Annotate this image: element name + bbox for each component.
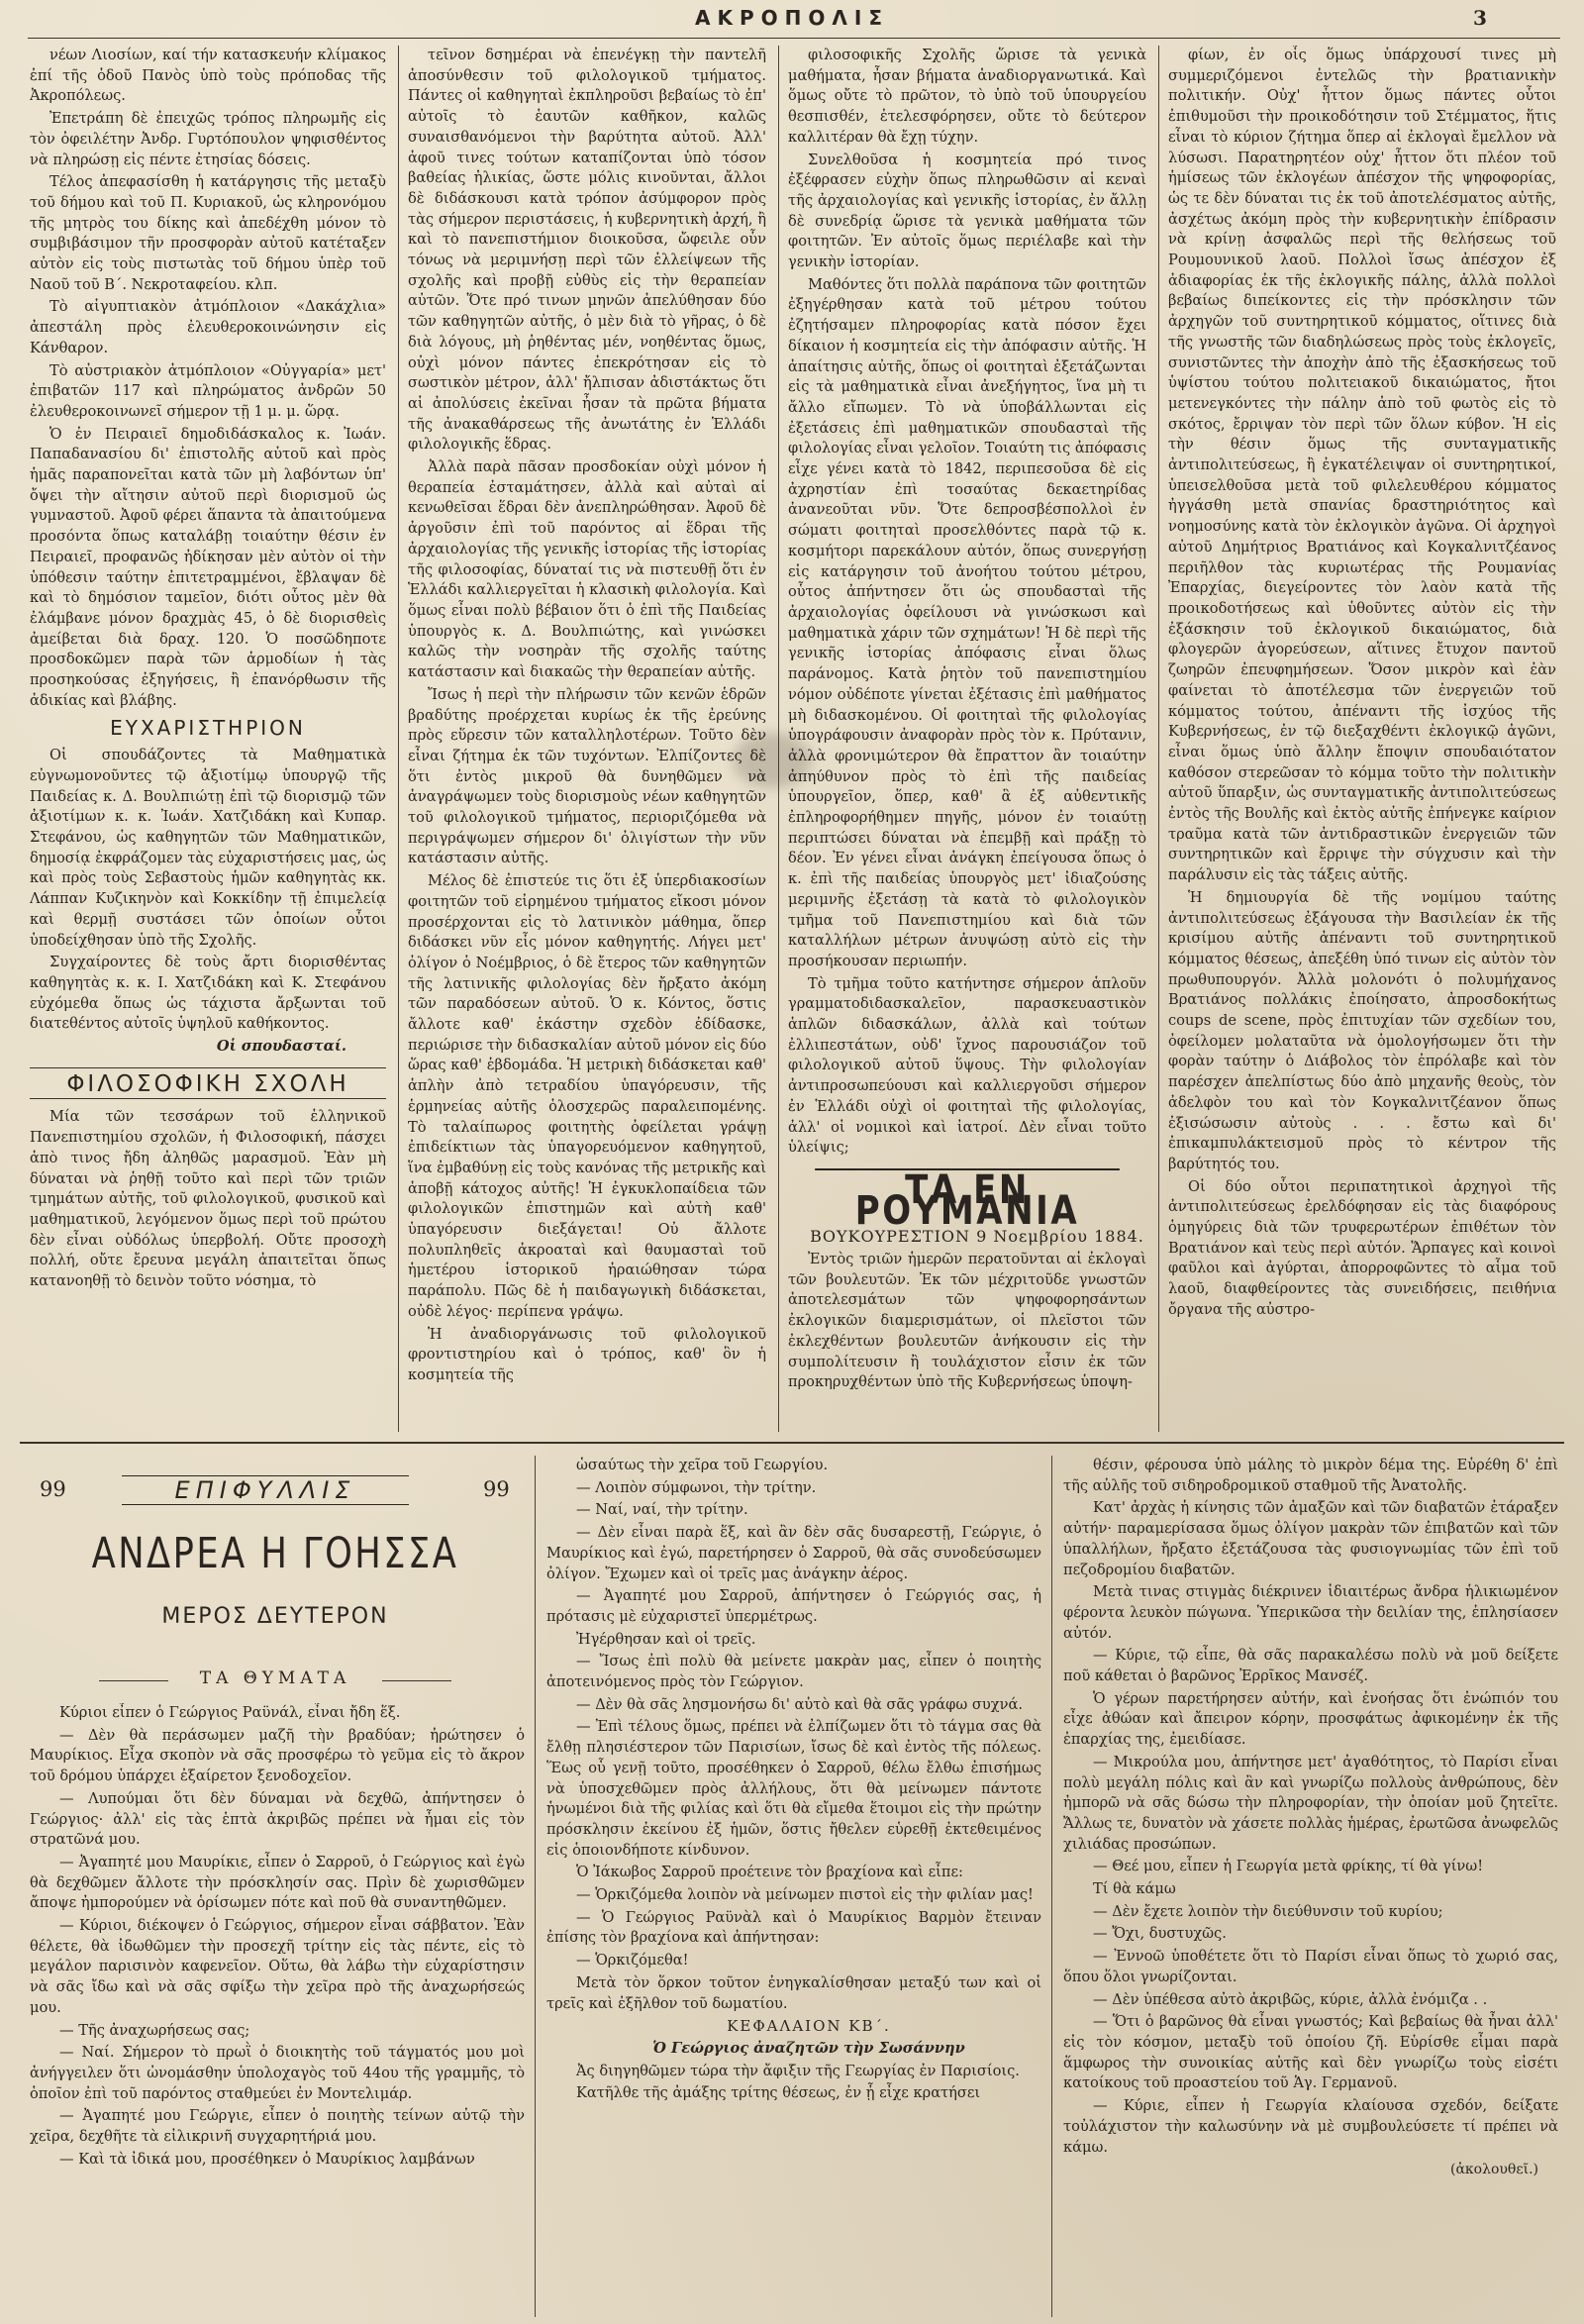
column-rule [1051, 1456, 1052, 2317]
newspaper-title: ΑΚΡΟΠΟΛΙΣ [695, 6, 889, 30]
feuilleton-divider [20, 1442, 1564, 1444]
romania-paragraph: Οἱ δύο οὗτοι περιπατητικοὶ ἀρχηγοὶ τῆς ἀντιπολιτεύσεως ἐρελδόφησαν εἰς τὰς διαφόρους ὁμηγύρεις διὰ τῶν τρυφερωτέρων ἐπιθέτων τὸν Βρατιάνον καὶ τεὺς περὶ αὐτόν. Ἅρπαγες καὶ κοινοὶ φαῦλοι καὶ ἀγύρται, ἀπορροφῶντες τὸ αἷμα τοῦ λαοῦ, διαφθείροντες τὰς συνειδήσεις, πειθήνια ὄργανα τῆς αὐστρο- [1168, 1177, 1556, 1318]
dialog-line: — Ὁ Γεώργιος Ραϋνὰλ καὶ ὁ Μαυρίκιος Βαρμὸν ἔτειναν ἐπίσης τὸν βραχίονα καὶ ἀπήντησαν: [546, 1908, 1041, 1947]
top-column-3 [788, 46, 1146, 1432]
dialog-line: — Δὲν θὰ σᾶς λησμονήσω δι' αὐτὸ καὶ θὰ σᾶς γράφω συχνά. [576, 1695, 1023, 1713]
dialog-line: — Ἀγαπητέ μου Μαυρίκιε, εἶπεν ὁ Σαρροῦ, ὁ Γεώργιος καὶ ἐγὼ θὰ δεχθῶμεν ἄλλοτε τὴν πρόσκλησίν σας. Πρὶν δὲ χωρισθῶμεν ἄποψε ἠμπορούμεν νὰ ὁρίσωμεν πότε καὶ ποῦ θὰ συναντηθῶμεν. [30, 1853, 525, 1912]
dialog-line: — Ἐπὶ τέλους ὅμως, πρέπει νὰ ἐλπίζωμεν ὅτι τὸ τάγμα σας θὰ ἔλθῃ πλησιέστερον τῶν Παρισίων, ἴσως δὲ καὶ ἐντὸς τῆς πόλεως. Ἕως οὗ γενῇ τοῦτο, προσέθηκεν ὁ Σαρροῦ, θέλω ἔλθω ἐπισήμως νὰ ὑποσχεθῶμεν πρὸς ἀλλήλους, ὅτι θὰ μείνωμεν πάντοτε ἡνωμένοι διὰ τῆς φιλίας καὶ ὅτι θὰ εἴμεθα ἕτοιμοι εἰς τὴν πρώτην πρόσκλησιν ἐκείνου ἐξ ἡμῶν, ὅστις ἤθελεν εὑρεθῇ ἐκτεθειμένος εἰς ὁποιονδήποτε κίνδυνον. [546, 1718, 1041, 1859]
dialog-line: Κατῆλθε τῆς ἀμάξης τρίτης θέσεως, ἐν ᾗ εἶχε κρατήσει [576, 2084, 981, 2102]
dialog-line: — Ἐννοῶ ὑποθέτετε ὅτι τὸ Παρίσι εἶναι ὅπως τὸ χωριό σας, ὅπου ὅλοι γνωρίζονται. [1063, 1948, 1558, 1985]
dialog-line: Μετὰ τὸν ὅρκον τοῦτον ἐνηγκαλίσθησαν μεταξύ των καὶ οἱ τρεῖς καὶ ἐξῆλθον τοῦ δωματίου. [546, 1973, 1041, 2012]
feuilleton-number-right: 99 [483, 1477, 510, 1501]
philosophy-paragraph: Μία τῶν τεσσάρων τοῦ ἑλληνικοῦ Πανεπιστημίου σχολῶν, ἡ Φιλοσοφική, πάσχει ἀπὸ τινος ἤδη ἀληθῶς μαρασμοῦ. Ἐὰν μὴ δύναται νὰ ῥηθῇ τοῦτο καὶ περὶ τῶν τριῶν τμημάτων αὐτῆς, τοῦ φιλολογικοῦ, φυσικοῦ καὶ μαθηματικοῦ, λεγόμενον ὅμως περὶ τοῦ πρώτου δὲν εἶναι οὐδόλως ὑπερβολή. Οὔτε προσοχὴ πολλή, οὔτε ἔρευνα μεγάλη ἀπαιτεῖται ὅπως κατανοηθῇ τὸ δεινὸν τοῦτο νόσημα, τὸ [30, 1108, 386, 1290]
feuilleton-column-1 [30, 1703, 525, 2317]
dialog-line: Ὁ γέρων παρετήρησεν αὐτήν, καὶ ἐνοήσας ὅτι ἐνώπιόν του εἶχε ἀθώαν καὶ ἄπειρον κόρην, προσφάτως ἀφικομένην ἐκ τῆς ἐπαρχίας της, ἐμειδίασε. [1063, 1689, 1558, 1749]
chapter-heading: ΚΕΦΑΛΑΙΟΝ ΚΒ΄. [727, 2017, 891, 2036]
dialog-line: — Ναί. Σήμερον τὸ πρωῒ ὁ διοικητὴς τοῦ τάγματός μου μοὶ ἀνήγγειλεν ὅτι ὠνομάσθην ὑπολοχαγὸς τοῦ 44ου τῆς γραμμῆς, τὸ ὁποῖον ἐπὶ τοῦ παρόντος σταθμεύει ἐν Μοντελιμάρ. [30, 2044, 525, 2102]
feuilleton-title: ΕΠΙΦΥΛΛΙΣ [122, 1475, 409, 1505]
subtitle-rule [382, 1680, 451, 1681]
novel-subtitle: ΤΑ ΘΥΜΑΤΑ [199, 1668, 351, 1688]
news-item: Τὸ αὐστριακὸν ἀτμόπλοιον «Οὐγγαρία» μετ' ἐπιβατῶν 117 καὶ πληρώματος ἀνδρῶν 50 ἐλευθεροκοινωνεῖ σήμερον τῇ 1 μ. μ. ὥρᾳ. [30, 361, 386, 420]
dialog-line: — Ὅτι ὁ βαρῶνος θὰ εἶναι γνωστός; Καὶ βεβαίως θὰ ἦναι ἀλλ' εἰς τὸν κόσμον, μεταξὺ τοῦ ὁποίου ζῆ. Εὑρίσθε εἶμαι παρὰ ἅμφωρος τὴν συνοικίας αὐτῆς καὶ δὲν γνωρίζω τοὺς εἰσέτι κατοίκους τοῦ προαστείου τοῦ Ἁγ. Γερμανοῦ. [1063, 2013, 1558, 2092]
dialog-line: — Κύριε, τῷ εἶπε, θὰ σᾶς παρακαλέσω πολὺ νὰ μοῦ δείξετε ποῦ κάθεται ὁ βαρῶνος Ἐρρῖκος Μανσέζ. [1063, 1647, 1558, 1685]
header-rule [28, 38, 1560, 39]
dialog-line: — Ὁρκιζόμεθα λοιπὸν νὰ μείνωμεν πιστοὶ εἰς τὴν φιλίαν μας! [576, 1886, 1034, 1904]
philosophy-paragraph: Ἀλλὰ παρὰ πᾶσαν προσδοκίαν οὐχὶ μόνον ἡ θεραπεία ἐσταμάτησεν, ἀλλὰ καὶ αὐταὶ αἱ κενωθεῖσαι ἕδραι δὲν ἀνεπληρώθησαν. Ἀφοῦ δὲ ἀργοῦσιν ἐπὶ τοῦ παρόντος αἱ ἕδραι τῆς ἀρχαιολογίας τῆς γενικῆς ἱστορίας τῆς ἱστορίας τῆς φιλοσοφίας, δύναταί τις νὰ πιστευθῇ ὅτι ἐν Ἑλλάδι καλλιεργεῖται ἡ κλασικὴ φιλολογία. Καὶ ὅμως εἶναι πολὺ βέβαιον ὅτι ὁ ἐπὶ τῆς Παιδείας ὑπουργὸς κ. Δ. Βουλπιώτης, καὶ γινώσκει καλῶς τὴν νοσηρὰν τῆς σχολῆς ταύτης κατάστασιν καὶ διακαῶς τὴν θεραπείαν αὐτῆς. [408, 458, 766, 681]
top-column-2 [408, 46, 766, 1432]
dialog-line: — Τῆς ἀναχωρήσεως σας; [59, 2021, 250, 2039]
news-item: Ὁ ἐν Πειραιεῖ δημοδιδάσκαλος κ. Ἰωάν. Παπαδανασίου δι' ἐπιστολῆς αὐτοῦ καὶ πρὸς ἡμᾶς παραπονεῖται κατὰ τῶν μὴ λαβόντων ὑπ' ὄψει τὴν αἴτησιν αὐτοῦ περὶ διορισμοῦ ὡς γυμναστοῦ. Ἀφοῦ φέρει ἅπαντα τὰ ἀπαιτούμενα προσόντα ὅπως καταλάβῃ τοιαύτην θέσιν ἐν Πειραιεῖ, προφανῶς ἠδίκησαν μὲν αὐτὸν οἱ τὴν ὑπόθεσιν ταύτην ἐπιτετραμμένοι, ἔβλαψαν δὲ καὶ τὸ δημόσιον ταμεῖον, διότι οὗτος μὲν θὰ ἐλάμβανε μόνον δραχμὰς 45, ὁ δὲ διορισθεὶς ἀμείβεται διὰ δραχ. 120. Ὁ ποσῶδηποτε προσδοκῶμεν παρὰ τῶν ἁρμοδίων ἡ τὰς προσηκούσας ἐξηγήσεις, ἢ ἐπανόρθωσιν τῆς ἀδικίας καὶ βλάβης. [30, 425, 386, 709]
philosophy-paragraph: Ἡ ἀναδιοργάνωσις τοῦ φιλολογικοῦ φροντιστηρίου καὶ ὁ τρόπος, καθ' ὃν ἡ κοσμητεία τῆς [408, 1325, 766, 1383]
dialog-line: — Κύριε, εἶπεν ἡ Γεωργία κλαίουσα σχεδόν, δείξατε τοὐλάχιστον τὴν καλωσύνην νὰ μὲ συμβουλεύσετε τί πρέπει νὰ κάμω. [1063, 2097, 1558, 2156]
column-rule [535, 1456, 536, 2317]
philosophy-paragraph: φιλοσοφικῆς Σχολῆς ὥρισε τὰ γενικὰ μαθήματα, ἦσαν βήματα ἀναδιοργανωτικά. Καὶ ὅμως οὔτε τὸ πρῶτον, τὸ ὑπὸ τοῦ ὑπουργείου θεσπισθέν, ἐτελεσφόρησεν, οὔτε τὸ δεύτερον καλλιτέραν θὰ ἔχῃ τύχην. [788, 47, 1146, 146]
feuilleton-column-2 [546, 1456, 1041, 2317]
romania-paragraph: φίων, ἐν οἷς ὅμως ὑπάρχουσί τινες μὴ συμμεριζόμενοι ἐντελῶς τὴν βρατιανικὴν πολιτικήν. Οὐχ' ἧττον ὅμως πάντες οὗτοι ἐπιθυμοῦσι τὴν προικοδότησιν τοῦ Στέμματος, ἥτις εἶναι τὸ κύριον ζήτημα ὅπερ αἱ ἐκλογαὶ ἔμελλον νὰ λύσωσι. Παρατηρητέον οὐχ' ἧττον ὅτι πλέον τοῦ ἡμίσεως τῶν ἐκλογέων ἀπέσχον τῆς ψηφοφορίας, ὡς τε δὲν δύναται τις ἐκ τοῦ ἀποτελέσματος αὐτῆς, ἀσχέτως ἀκόμη πρὸς τὴν κυβερνητικὴν ἐπίδρασιν νὰ κρίνῃ ἀσφαλῶς περὶ τῆς θελήσεως τοῦ Ρουμουνικοῦ λαοῦ. Πολλοὶ ἴσως ἀπέσχον ἐξ ἀδιαφορίας ἐκ τῆς ἐκλογικῆς πάλης, ἀλλὰ πολλοὶ βεβαίως διπείκοντες εἰς τὴν πρόσκλησιν τῶν ἀρχηγῶν τοῦ συντηρητικοῦ κόμματος, οἵτινες διὰ τῆς γνωστῆς τῶν διαδηλώσεως πρὸς τοὺς ἐκλογεῖς, συνιστῶντες τὴν ἀποχὴν ἀπὸ τῆς ἐξασκήσεως τοῦ ὑψίστου τούτου πολιτειακοῦ δικαιώματος, ἤτοι μετενεγκόντες τὴν πάλην ἀπὸ τοῦ φωτὸς εἰς τὸ σκότος, ἔρριψαν τὸν περὶ τῶν ὅλων κύβον. Ἡ εἰς τὴν θέσιν ὅμως τῆς συνταγματικῆς ἀντιπολιτεύσεως, ἢ ἐγκατέλειψαν οἱ συντηρητικοί, ὑπεισελθοῦσα μετὰ τοῦ φιλελευθέρου κόμματος ἠγγάσθη μετὰ σπανίας δραστηριότητος καὶ νοημοσύνης κατὰ τὸν ἐκλογικὸν ἀγῶνα. Οἱ ἀρχηγοὶ αὐτοῦ Δημήτριος Βρατιάνος καὶ Κογκαλνιτζέανος περιῆλθον τὰς κυριωτέρας τῆς Ρουμανίας Ἐπαρχίας, διεγείροντες τὸν λαὸν κατὰ τῆς προικοδοτήσεως καὶ ὑθοῦντες αὐτὸν εἰς τὴν ἐξάσκησιν τοῦ ἐκλογικοῦ δικαιώματος, διὰ φλογερῶν ἀγορεύσεων, αἵτινες ἔτυχον παντοῦ ζωηρῶν ἐπευφημήσεων. Ὅσον μικρὸν καὶ ἐὰν φαίνεται τὸ ἀποτέλεσμα τῶν ἐνεργειῶν τοῦ κόμματος τούτου, ἀπέναντι τῆς ἰσχύος τῆς Κυβερνήσεως, ἐν τῷ διεξαχθέντι ἐκλογικῷ ἀγῶνι, εἶναι ὅμως ὑπὸ ἄλλην ἔποψιν σπουδαιότατον καθόσον στερεῶσαν τὸ κόμμα τοῦτο τὴν πολιτικὴν αὐτοῦ ὕπαρξιν, ὡς συνταγματικῆς ἀντιπολιτεύσεως ἐντὸς τῆς Βουλῆς καὶ ἐκτὸς αὐτῆς ἐπήνεγκε καίριον τραῦμα κατὰ τῶν ἀντιδραστικῶν ἐνεργειῶν τῶν συντηρητικῶν καὶ ἔρριψε τὴν σύγχυσιν καὶ τὴν παράλυσιν εἰς τὰς τάξεις αὐτῆς. [1168, 47, 1556, 884]
dialog-line: — Καὶ τὰ ἰδικά μου, προσέθηκεν ὁ Μαυρίκιος λαμβάνων [59, 2150, 475, 2168]
philosophy-paragraph: Μαθόντες ὅτι πολλὰ παράπονα τῶν φοιτητῶν ἐξηγέρθησαν κατὰ τοῦ μέτρου τούτου ἐζητήσαμεν πληροφορίας κατὰ πόσον ἔχει δίκαιον ἡ κοσμητεία εἰς τὴν ἀπόφασιν αὐτῆς. Ἡ ἀπαίτησις αὐτῆς, ὅπως οἱ φοιτηταὶ ἐξετάζωνται εἰς τὰ μαθηματικὰ εἶναι ἀνεξήγητος, ἵνα μὴ τι ἄλλο εἴπωμεν. Τὸ νὰ ὑποβάλλωνται εἰς ἐξετάσεις ἐπὶ μαθηματικῶν σπουδασταὶ τῆς φιλολογίας εἶναι γελοῖον. Τοιαύτη τις ἀπόφασις εἶχε γένει κατὰ τὸ 1842, περιπεσοῦσα δὲ εἰς ἀχρηστίαν ἐπὶ τοσαύτας δεκαετηρίδας ἀνανεοῦται νῦν. Ὅτε δεπροσβέσπολλοὶ ἐν σώματι φοιτηταὶ προσελθόντες παρὰ τῷ κ. κοσμήτορι παρεκάλουν αὐτόν, ὅπως συνεργήσῃ εἰς κατάργησιν τοῦ ἀνοήτου τούτου μέτρου, οὗτος ἀπήντησεν ὅτι ὡς σπουδασταὶ τῆς ἀρχαιολογίας ὀφείλουσι νὰ γινώσκωσι καὶ μαθηματικὰ χάριν τῶν σχημάτων! Ἡ δὲ περὶ τῆς γενικῆς ἱστορίας ἀπόφασις εἶναι ὅλως παράνομος. Κατὰ ῥητὸν τοῦ πανεπιστημίου νόμον οὐδέποτε γίνεται ἐξέτασις ἐπὶ μαθήματος μὴ διδασκομένου. Οἱ φοιτηταὶ τῆς φιλολογίας ὑπογράφουσιν ἀναφορὰν πρὸς τὸν κ. Πρύτανιν, ἀλλὰ φρονιμώτερον θὰ ἔπραττον ἂν τοιαύτην ἀπηύθυνον πρὸς τὸ ἐπὶ τῆς παιδείας ὑπουργεῖον, ὅπερ, καθ' ἃ ἐξ αὐθεντικῆς ἐπληροφορήθημεν πηγῆς, μόνον ἐν τοιαύτῃ περιπτώσει δύναται νὰ ἐπεμβῇ καὶ πράξῃ τὸ δέον. Ἐν γένει εἶναι ἀνάγκη ἐπείγουσα ὅπως ὁ κ. ἐπὶ τῆς παιδείας ὑπουργὸς μετ' ἰδιαζούσης μεριμνῆς ἐξετάσῃ τὰ κατὰ τὸ φιλολογικὸν τμῆμα τοῦ Πανεπιστημίου καὶ διὰ τῶν καταλλήλων μέτρων ἀνυψώσῃ αὐτὸ εἰς τὴν προσήκουσαν περιωπήν. [788, 275, 1146, 969]
dialog-line: Κατ' ἀρχὰς ἡ κίνησις τῶν ἁμαξῶν καὶ τῶν διαβατῶν ἐτάραξεν αὐτήν· παραμερίσασα ὅμως ὀλίγον μακρὰν τῶν ἐπιβατῶν καὶ τῶν ὑπαλλήλων, ἤρξατο ἐξετάζουσα τὰς φυσιογνωμίας τῶν ἐπὶ τοῦ πεζοδρομίου διαβατῶν. [1063, 1499, 1558, 1578]
dialog-line: — Μικρούλα μου, ἀπήντησε μετ' ἀγαθότητος, τὸ Παρίσι εἶναι πολὺ μεγάλη πόλις καὶ ἂν καὶ γνωρίζω πολλοὺς ἀνθρώπους, δὲν ἠμπορῶ νὰ σᾶς δώσω τὴν πληροφορίαν, τὴν ὁποίαν μοῦ ζητεῖτε. Ἄλλως τε, δυνατὸν νὰ χάσετε πολλὰς ἡμέρας, ἐρωτῶσα ἀνωφελῶς χιλιάδας προσώπων. [1063, 1753, 1558, 1853]
dialog-line: — Ἀγαπητέ μου Σαρροῦ, ἀπήντησεν ὁ Γεώργιός σας, ἡ πρότασις μὲ εὐχαριστεῖ ὑπερμέτρως. [546, 1587, 1041, 1625]
dialog-line: ὡσαύτως τὴν χεῖρα τοῦ Γεωργίου. [576, 1457, 829, 1473]
thanks-heading: ΕΥΧΑΡΙΣΤΗΡΙΟΝ [110, 715, 306, 740]
romania-dateline: ΒΟΥΚΟΥΡΕΣΤΙΟΝ 9 Νοεμβρίου 1884. [810, 1227, 1144, 1247]
dialog-line: — Ὄχι, δυστυχῶς. [1093, 1925, 1227, 1943]
top-column-4 [1168, 46, 1556, 1432]
thanks-paragraph: Οἱ σπουδάζοντες τὰ Μαθηματικὰ εὐγνωμονοῦντες τῷ ἀξιοτίμῳ ὑπουργῷ τῆς Παιδείας κ. Δ. Βουλπιώτῃ ἐπὶ τῷ διορισμῷ τῶν ἀξιοτίμων κ. κ. Ἰωάν. Χατζιδάκη καὶ Κυπαρ. Στεφάνου, ὡς καθηγητῶν τῶν Μαθηματικῶν, δημοσίᾳ ἐκφράζομεν τὰς εὐχαριστήσεις μας, ὡς καὶ πρὸς τοὺς Σεβαστοὺς ἡμῶν καθηγητὰς κκ. Λάππαν Κυζικηνὸν καὶ Κοκκίδην τῇ ἐπιμελείᾳ καὶ θερμῇ συστάσει τῶν ὁποίων οὗτοι ὑποδείχθησαν ὑπὸ τῆς Σχολῆς. [30, 747, 386, 949]
dialog-line: — Ἀγαπητέ μου Γεώργιε, εἶπεν ὁ ποιητὴς τείνων αὐτῷ τὴν χεῖρα, δεχθῆτε τὰ εἰλικρινῆ συγχαρητήριά μου. [30, 2107, 525, 2146]
article-paragraph: Τέλος ἀπεφασίσθη ἡ κατάργησις τῆς μεταξὺ τοῦ δήμου καὶ τοῦ Π. Κυριακοῦ, ὡς κληρονόμου τῆς μητρὸς του δίκης καὶ ἀπεδέχθη μόνον τὸ συμβιβάσιμον τῆν προσφορὰν αὐτοῦ κατέταξεν αὐτὸν εἰς τοὺς πιστωτὰς τοῦ δήμου ὑπὲρ τοῦ Ναοῦ τοῦ Β΄. Νεκροταφείου. κλπ. [30, 173, 386, 293]
running-head [0, 4, 1584, 34]
chapter-title: Ὁ Γεώργιος ἀναζητῶν τὴν Σωσάννην [652, 2039, 965, 2057]
dialog-line: — Ὁρκιζόμεθα! [576, 1952, 689, 1970]
column-rule [398, 46, 399, 1432]
dialog-line: — Λοιπὸν σύμφωνοι, τὴν τρίτην. [576, 1478, 817, 1496]
novel-part: ΜΕΡΟΣ ΔΕΥΤΕΡΟΝ [161, 1604, 389, 1629]
dialog-line: θέσιν, φέρουσα ὑπὸ μάλης τὸ μικρὸν δέμα της. Εὑρέθη δ' ἐπὶ τῆς αὐλῆς τοῦ σιδηροδρομικοῦ σταθμοῦ τῆς Ἀνατολῆς. [1063, 1457, 1558, 1494]
ink-stain [733, 733, 812, 788]
dialog-line: Ἀς διηγηθῶμεν τώρα τὴν ἄφιξιν τῆς Γεωργίας ἐν Παρισίοις. [576, 2062, 1020, 2079]
feuilleton-column-3 [1063, 1456, 1558, 2317]
thanks-paragraph: Συγχαίροντες δὲ τοὺς ἄρτι διορισθέντας καθηγητὰς κ. κ. Ι. Χατζιδάκη καὶ Κ. Στεφάνου εὐχόμεθα ὅπως ὡς τάχιστα ἄρξωνται τοῦ διατεθέντος αὐτοῖς ὑψηλοῦ καθήκοντος. [30, 954, 386, 1033]
dialog-line: — Δὲν ὑπέθεσα αὐτὸ ἀκριβῶς, κύριε, ἀλλὰ ἐνόμιζα . . [1093, 1990, 1488, 2008]
romania-paragraph: Ἐντὸς τριῶν ἡμερῶν περατοῦνται αἱ ἐκλογαὶ τῶν βουλευτῶν. Ἐκ τῶν μέχριτοῦδε γνωστῶν ἀποτελεσμάτων τῶν ψηφοφορησάντων ἐκλογικῶν διαμερισμάτων, οἱ πλεῖστοι τῶν ἐκλεχθέντων βουλευτῶν ἀνήκουσιν εἰς τὴν συμπολίτευσιν ἢ τουλάχιστον εἶσιν ἐκ τῶν προκηρυχθέντων ὑπὸ τῆς Κυβερνήσεως ὑποψη- [788, 1251, 1146, 1391]
dialog-line: Ὁ Ἰάκωβος Σαρροῦ προέτεινε τὸν βραχίονα καὶ εἶπε: [576, 1864, 963, 1881]
novel-title: ΑΝΔΡΕΑ Η ΓΟΗΣΣΑ [91, 1529, 459, 1578]
dialog-line: Ἠγέρθησαν καὶ οἱ τρεῖς. [576, 1630, 756, 1648]
thanks-signature: Οἱ σπουδασταί. [216, 1038, 346, 1056]
dialog-line: Τί θὰ κάμω [1093, 1880, 1176, 1898]
article-paragraph: νέων Λιοσίων, καί τήν κατασκευήν κλίμακος ἐπί τῆς ὁδοῦ Πανὸς ὑπὸ τοὺς πρόποδας τῆς Ἀκροπόλεως. [30, 47, 386, 105]
top-column-1 [30, 46, 386, 1432]
philosophy-paragraph: Τὸ τμῆμα τοῦτο κατήντησε σήμερον ἁπλοῦν γραμματοδιδασκαλεῖον, παρασκευαστικὸν ἁπλῶν διδασκάλων, ἀλλὰ καὶ τούτων ἐλλιπεστάτων, οὐδ' ἴχνος παρουσιάζον τοῦ φιλολογικοῦ αὐτοῦ ὕψους. Τὴν φιλολογίαν ἀντιπροσωπεύουσι καὶ καλλιεργοῦσι σήμερον ἐν Ἑλλάδι οὐχὶ οἱ φοιτηταὶ τῆς φιλολογίας, ἀλλ' οἱ νομικοὶ καὶ ἰατροί. Δὲν εἶναι τοῦτο ὑλείψις; [788, 974, 1146, 1157]
dialog-line: — Ναί, ναί, τὴν τρίτην. [576, 1501, 748, 1519]
romania-heading: ΤΑ ΕΝ ΡΟΥΜΑΝΙΑ [815, 1168, 1120, 1227]
feuilleton-number-left: 99 [40, 1477, 66, 1501]
dialog-line: — Ἴσως ἐπὶ πολὺ θὰ μείνετε μακρὰν μας, εἶπεν ὁ ποιητὴς ἀποτεινόμενος πρὸς τὸν Γεώργιον. [546, 1653, 1041, 1691]
philosophy-heading: ΦΙΛΟΣΟΦΙΚΗ ΣΧΟΛΗ [30, 1067, 386, 1100]
page-number: 3 [1473, 6, 1487, 30]
dialog-line: — Δὲν ἔχετε λοιπὸν τὴν διεύθυνσιν τοῦ κυρίου; [1093, 1902, 1443, 1920]
news-item: Τὸ αἰγυπτιακὸν ἀτμόπλοιον «Δακάχλια» ἀπεστάλη πρὸς ἐλευθεροκοινώνησιν εἰς Κάνθαρον. [30, 298, 386, 356]
dialog-line: — Δὲν θὰ περάσωμεν μαζῆ τὴν βραδύαν; ἠρώτησεν ὁ Μαυρίκιος. Εἶχα σκοπὸν νὰ σᾶς προσφέρω τὸ γεῦμα εἰς τὸ ἄκρον τοῦ δρόμου ὑπάρχει ἐξαίρετον ξενοδοχεῖον. [30, 1726, 525, 1785]
dialog-line: Μετὰ τινας στιγμὰς διέκρινεν ἰδιαιτέρως ἄνδρα ἡλικιωμένον φέροντα λευκὸν πώγωνα. Ὑπερικῶσα τὴν δειλίαν της, ἐπλησίασεν αὐτόν. [1063, 1583, 1558, 1642]
philosophy-paragraph: τεῖνον δσημέραι νὰ ἐπενέγκῃ τὴν παντελῆ ἀποσύνθεσιν τοῦ φιλολογικοῦ τμήματος. Πάντες οἱ καθηγηταὶ ἐκπληροῦσι βεβαίως τὸ ἐπ' αὐτοῖς τὸ ἑαυτῶν καθῆκον, καλῶς συναισθανόμενοι τὴν βαρύτητα αὐτοῦ. Ἀλλ' ἀφοῦ τινες τούτων καταπίζονται ὑπὸ τόσον βαθείας ἡλικίας, ὥστε μόλις κινοῦνται, ἄλλοι δὲ διδάσκουσι κατὰ τρόπον ἀσύμφορον πρὸς τὰς σήμερον περιστάσεις, ἡ κυβερνητικὴ ἀρχή, ἢ καὶ τὸ πανεπιστήμιον διοικοῦσα, ὤφειλε οὗν τόνως νὰ μεριμνήσῃ περὶ τῶν ἐλλείψεων τῆς σχολῆς καὶ προβῇ εὐθὺς εἰς τὴν θεραπείαν αὐτῶν. Ὅτε πρό τινων μηνῶν ἀπελύθησαν δύο τῶν καθηγητῶν αὐτῆς, ὁ μὲν διὰ τὸ γῆρας, ὁ δὲ διὰ λόγους, μὴ ῥηθέντας μέν, νοηθέντας ὅμως, οὐχὶ μόνον πάντες ἐπεκρότησαν εἰς τὸ σωστικὸν μέτρον, ἀλλ' ἤλπισαν ἀδιστάκτως ὅτι αἱ ἀπολύσεις ἐκεῖναι ἦσαν τὰ πρῶτα βήματα τῆς ἀνακαθάρσεως τῆς ἀνωτάτης ἐν Ἑλλάδι φιλολογικῆς ἕδρας. [408, 47, 766, 454]
dialog-line: — Κύριοι, διέκοψεν ὁ Γεώργιος, σήμερον εἶναι σάββατον. Ἐὰν θέλετε, θὰ ἰδωθῶμεν τὴν προσεχῆ τρίτην εἰς τὰς πέντε, εἰς τὸ μεγάλον παρισινὸν καφενεῖον. Οὕτω, θὰ λάβω τὴν εὐχαρίστησιν νὰ σᾶς ἴδω καὶ νὰ σᾶς σφίξω τὴν χεῖρα πρὸ τῆς ἀναχωρήσεώς μου. [30, 1917, 525, 2016]
dialog-line: Κύριοι εἶπεν ὁ Γεώργιος Ραϋνάλ, εἶναι ἤδη ἕξ. [59, 1704, 401, 1721]
dialog-line: — Λυπούμαι ὅτι δὲν δύναμαι νὰ δεχθῶ, ἀπήντησεν ὁ Γεώργιος· ἀλλ' εἰς τὰς ἑπτὰ ἀκριβῶς πρέπει νὰ ἦμαι εἰς τὸν στρατῶνά μου. [30, 1789, 525, 1849]
philosophy-paragraph: Μέλος δὲ ἐπιστεύε τις ὅτι ἐξ ὑπερδιακοσίων φοιτητῶν τοῦ εἰρημένου τμήματος εἴκοσι μόνον προσέρχονται εἰς τὸ λατινικὸν μάθημα, ὅπερ διδάσκει νῦν εἷς μόνον καθηγητής. Λήγει μετ' ὀλίγον ὁ Νοέμβριος, ὁ δὲ ἔτερος τῶν καθηγητῶν τῆς λατινικῆς φιλολογίας δὲν ἤρξατο ἀκόμη τῶν παραδόσεων αὐτοῦ. Ὁ κ. Κόντος, ὅστις ἄλλοτε καθ' ἑκάστην σχεδὸν ἐδίδασκε, περιώρισε τὴν διδασκαλίαν αὐτοῦ μόνον εἰς δύο ὥρας καθ' ἑβδομάδα. Ἡ μετρικὴ διδάσκεται καθ' ἁπλὴν ἀπὸ τετραδίου ὑπαγόρευσιν, τῆς ἑρμηνείας αὐτῆς ὁλοσχερῶς παραλειπομένης. Τὸ ταλαίπωρος φοιτητὴς ὀφείλεται γράψῃ ἐπιδείκτιων τὰς ὑπαγορευόμενον καθηγητοῦ, ἵνα ἐμβαθύνῃ εἰς τοὺς κανόνας τῆς μετρικῆς καὶ ἀποβῇ κάτοχος αὐτῆς! Ἡ ἐγκυκλοπαίδεια τῶν φιλολογικῶν ἐπιστημῶν καὶ αὐτὴ καθ' ὑπαγόρευσιν διεξάγεται! Οὐ ἄλλοτε πολυπληθεῖς ἀκροαταὶ καὶ θαυμασταὶ τοῦ ἡμετέρου ἱστορικοῦ ἠραιώθησαν τώρα παράπολυ. Πῶς δὲ ἡ παιδαγωγικὴ διδάσκεται, οὐδὲ λέγος· περίπενα γράψω. [408, 872, 766, 1320]
article-paragraph: Ἐπετράπη δὲ ἐπειχῶς τρόπος πληρωμῆς εἰς τὸν ὀφειλέτην Ἀνδρ. Γυρτόπουλον ψηφισθέντος νὰ πληρώσῃ εἰς πέντε ἐτησίας δόσεις. [30, 110, 386, 168]
dialog-line: — Θεέ μου, εἶπεν ἡ Γεωργία μετὰ φρίκης, τί θὰ γίνω! [1093, 1858, 1484, 1875]
dialog-line: — Δὲν εἶναι παρὰ ἕξ, καὶ ἂν δὲν σᾶς δυσαρεστῇ, Γεώργιε, ὁ Μαυρίκιος καὶ ἐγώ, παρετήρησεν ὁ Σαρροῦ, θὰ σᾶς συνοδεύσωμεν ὀλίγον. Ἔχωμεν καὶ οἱ τρεῖς μας ἀνάγκην ἀέρος. [546, 1524, 1041, 1582]
feuilleton-banner [28, 1469, 523, 1517]
continued-note: (ἀκολουθεῖ.) [1450, 2162, 1538, 2178]
column-rule [1158, 46, 1159, 1432]
romania-paragraph: Ἡ δημιουργία δὲ τῆς νομίμου ταύτης ἀντιπολιτεύσεως ἐξάγουσα τὴν Βασιλείαν ἐκ τῆς κρισίμου αὐτῆς ἀπέναντι τοῦ συντηρητικοῦ κόμματος θέσεως, ἀπεξέθη ὑπό τινων εἰς αὐτὸν τὸν πρωθυπουργόν. Ἀλλὰ μολονότι ὁ πολυμήχανος Βρατιάνος πολλάκις ἐποίησατο, ἀπροσδοκήτως coups de scene, πρὸς ἐπιτυχίαν τῶν σχεδίων του, ὀφείλομεν μολαταῦτα νὰ ὁμολογήσωμεν ὅτι τὴν φορὰν ταύτην ὁ Διάβολος τὸν ἐπρόλαβε καὶ τὸν παρέσχεν ἀπελπίστως δύο ἀπὸ μηχανῆς θεοὺς, τὸν ἀδελφὸν του καὶ τὸν Κογκαλνιτζέανον ὅπως ἐξισώσωσιν αὐτοὺς . . . ἔστω καὶ δι' ἐπικαμπυλάκτεισμοῦ πρὸς τὸ κέντρον τῆς βαρύτητός του. [1168, 888, 1556, 1172]
philosophy-paragraph: Συνελθοῦσα ἡ κοσμητεία πρό τινος ἐξέφρασεν εὐχὴν ὅπως πληρωθῶσιν αἱ κεναὶ τῆς ἀρχαιολογίας καὶ γενικῆς ἱστορίας, ἐν ἄλλῃ δὲ συνεδρίᾳ ὥρισε τὰ γενικὰ μαθήματα τῶν φοιτητῶν. Ἐν αὐτοῖς ὅμως περιέλαβε καὶ τὴν γενικὴν ἱστορίαν. [788, 151, 1146, 271]
philosophy-paragraph: Ἴσως ἡ περὶ τὴν πλήρωσιν τῶν κενῶν ἑδρῶν βραδύτης προέρχεται κυρίως ἐκ τῆς ἐρεύνης πρὸς εὕρεσιν τῶν καταλληλοτέρων. Τοῦτο δὲν εἶναι ζήτημα ἐκ τῶν τυχόντων. Ἐλπίζοντες δὲ ὅτι ἐντὸς μικροῦ θὰ δυνηθῶμεν νὰ ἀναγράψωμεν τοὺς διορισμοὺς νέων καθηγητῶν τοῦ φιλολογικοῦ τμήματος, περιοριζόμεθα νὰ περιγράψωμεν σήμερον δι' ὀλιγίστων τὴν νῦν κατάστασιν αὐτῆς. [408, 685, 766, 867]
